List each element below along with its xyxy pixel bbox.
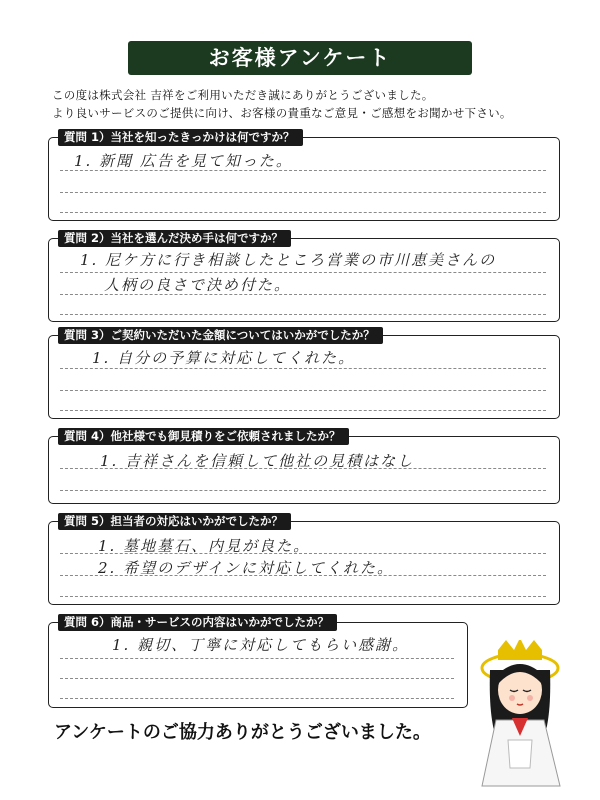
answer-line — [60, 490, 546, 491]
question-2-label: 質問 2）当社を選んだ決め手は何ですか？ — [58, 230, 291, 247]
answer-2-line-1: 1. 尼ケ方に行き相談したところ営業の市川恵美さんの — [80, 251, 497, 269]
answer-line — [60, 410, 546, 411]
answer-line — [60, 272, 546, 273]
answer-line — [60, 698, 454, 699]
answer-line — [60, 192, 546, 193]
answer-3-line-1: 1. 自分の予算に対応してくれた。 — [92, 349, 356, 367]
question-1-label: 質問 1）当社を知ったきっかけは何ですか？ — [58, 129, 303, 146]
question-5-label: 質問 5）担当者の対応はいかがでしたか？ — [58, 513, 291, 530]
answer-line — [60, 368, 546, 369]
answer-line — [60, 390, 546, 391]
thank-you-footer: アンケートのご協力ありがとうございました。 — [54, 722, 431, 743]
question-4-label: 質問 4）他社様でも御見積りをご依頼されましたか？ — [58, 428, 349, 445]
answer-line — [60, 314, 546, 315]
answer-2-line-2: 人柄の良さで決め付た。 — [104, 276, 292, 294]
intro-line-2: より良いサービスのご提供に向け、お客様の貴重なご意見・ご感想をお聞かせ下さい。 — [52, 106, 512, 120]
survey-title: お客様アンケート — [128, 41, 472, 75]
question-6-label: 質問 6）商品・サービスの内容はいかがでしたか？ — [58, 614, 337, 631]
answer-5-line-1: 1. 墓地墓石、内見が良た。 — [98, 537, 311, 555]
answer-4-line-1: 1. 吉祥さんを信頼して他社の見積はなし — [100, 452, 415, 470]
answer-line — [60, 678, 454, 679]
answer-1-line-1: 1. 新聞 広告を見て知った。 — [74, 152, 293, 170]
mascot-illustration — [468, 640, 578, 790]
answer-6-line-1: 1. 親切、丁寧に対応してもらい感謝。 — [112, 636, 410, 654]
question-3-label: 質問 3）ご契約いただいた金額についてはいかがでしたか？ — [58, 327, 383, 344]
intro-line-1: この度は株式会社 吉祥をご利用いただき誠にありがとうございました。 — [52, 88, 434, 102]
answer-line — [60, 212, 546, 213]
answer-5-line-2: 2. 希望のデザインに対応してくれた。 — [98, 559, 395, 577]
answer-line — [60, 596, 546, 597]
answer-line — [60, 658, 454, 659]
